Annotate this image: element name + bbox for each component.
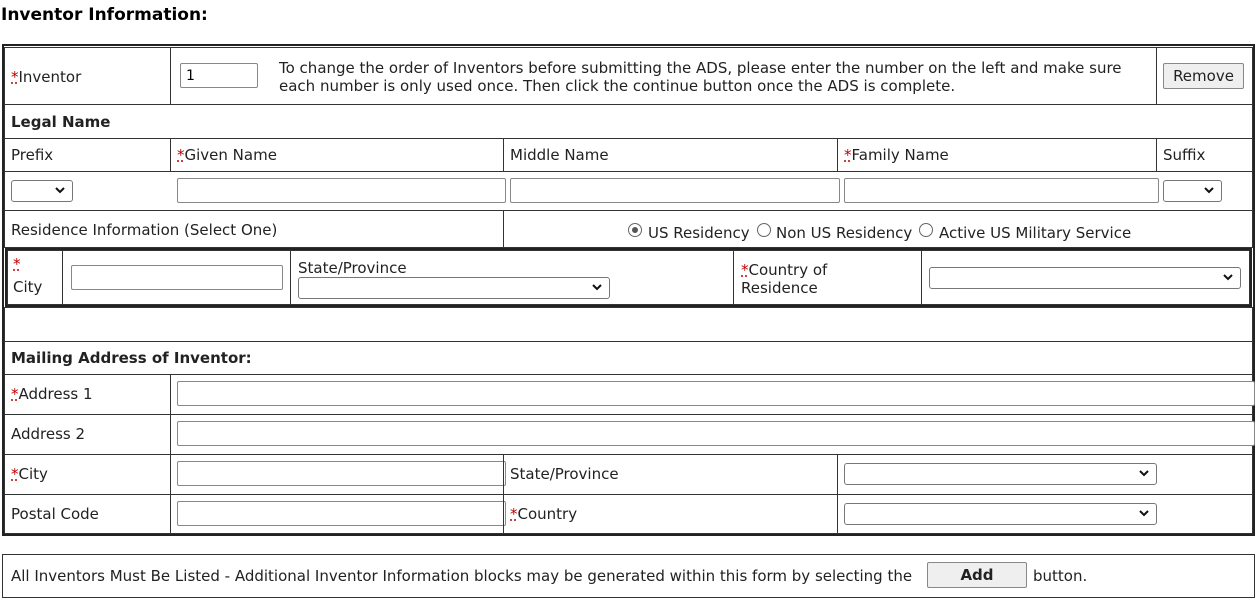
section-title: Inventor Information: xyxy=(1,5,208,25)
suffix-label: Suffix xyxy=(1163,146,1206,164)
required-marker: * xyxy=(844,146,852,164)
given-name-input[interactable] xyxy=(177,178,506,203)
residence-city-required xyxy=(13,255,21,273)
residence-country-label-line1 xyxy=(741,261,827,279)
inventor-order-input[interactable] xyxy=(180,63,258,88)
us-residency-label: US Residency xyxy=(648,224,750,242)
mailing-country-select[interactable] xyxy=(844,503,1157,525)
inventor-label xyxy=(11,68,81,86)
chevron-down-icon xyxy=(1138,466,1150,480)
family-name-label-text: Family Name xyxy=(851,146,949,164)
family-name-label xyxy=(844,146,949,164)
chevron-down-icon xyxy=(1203,183,1215,197)
non-us-residency-radio[interactable] xyxy=(757,223,771,237)
remove-button[interactable]: Remove xyxy=(1163,63,1244,89)
middle-name-input[interactable] xyxy=(510,178,840,203)
add-inventor-text: All Inventors Must Be Listed - Additional Inventor Information blocks may be generated within this form by selecting the xyxy=(11,567,913,585)
add-inventor-text-after: button. xyxy=(1033,567,1088,585)
given-name-label-text: Given Name xyxy=(184,146,277,164)
residence-city-label: City xyxy=(13,278,43,296)
given-name-label xyxy=(177,146,277,164)
mailing-country-label xyxy=(510,505,577,523)
inventor-label-text: Inventor xyxy=(18,68,82,86)
mailing-state-label: State/Province xyxy=(510,465,619,483)
required-marker: * xyxy=(741,261,749,279)
chevron-down-icon xyxy=(1138,506,1150,520)
legal-name-heading-cell xyxy=(4,104,1253,139)
family-name-input[interactable] xyxy=(844,178,1159,203)
mailing-city-label-text: City xyxy=(18,465,48,483)
required-marker: * xyxy=(11,385,19,403)
us-residency-radio[interactable] xyxy=(628,223,642,237)
postal-code-input[interactable] xyxy=(177,501,506,526)
residence-city-input[interactable] xyxy=(71,265,283,290)
chevron-down-icon xyxy=(591,280,603,294)
address2-label: Address 2 xyxy=(11,425,86,443)
required-marker: * xyxy=(177,146,185,164)
middle-name-label: Middle Name xyxy=(510,146,609,164)
address1-label-text: Address 1 xyxy=(18,385,93,403)
mailing-heading: Mailing Address of Inventor: xyxy=(11,349,252,367)
legal-name-heading: Legal Name xyxy=(11,113,111,131)
required-marker: * xyxy=(11,68,19,86)
address1-input[interactable] xyxy=(177,381,1255,406)
mailing-state-select[interactable] xyxy=(844,463,1157,485)
mailing-country-label-text: Country xyxy=(517,505,578,523)
residence-state-select[interactable] xyxy=(298,277,610,299)
chevron-down-icon xyxy=(54,183,66,197)
address2-input[interactable] xyxy=(177,421,1255,446)
military-service-label: Active US Military Service xyxy=(939,224,1132,242)
required-marker: * xyxy=(11,465,19,483)
add-inventor-button[interactable]: Add xyxy=(927,562,1027,588)
residence-country-text: Country of xyxy=(748,261,828,279)
chevron-down-icon xyxy=(1222,270,1234,284)
mailing-city-label xyxy=(11,465,48,483)
address1-label xyxy=(11,385,93,403)
inventor-instructions-line2: each number is only used once. Then click the continue button once the ADS is complete. xyxy=(279,77,956,95)
military-service-radio[interactable] xyxy=(919,223,933,237)
prefix-label: Prefix xyxy=(11,146,54,164)
required-marker: * xyxy=(510,505,518,523)
non-us-residency-label: Non US Residency xyxy=(776,224,913,242)
mailing-city-input[interactable] xyxy=(177,461,506,486)
prefix-select[interactable] xyxy=(11,180,73,202)
inventor-instructions-line1: To change the order of Inventors before submitting the ADS, please enter the number on the left and make sure xyxy=(279,59,1122,77)
suffix-select[interactable] xyxy=(1163,180,1222,202)
residence-label: Residence Information (Select One) xyxy=(11,221,278,239)
postal-code-label: Postal Code xyxy=(11,505,99,523)
residence-state-label: State/Province xyxy=(298,259,407,277)
residence-country-select[interactable] xyxy=(929,267,1241,289)
spacer-row xyxy=(4,307,1253,342)
required-marker: * xyxy=(13,255,21,273)
residence-country-label-line2: Residence xyxy=(741,279,818,297)
